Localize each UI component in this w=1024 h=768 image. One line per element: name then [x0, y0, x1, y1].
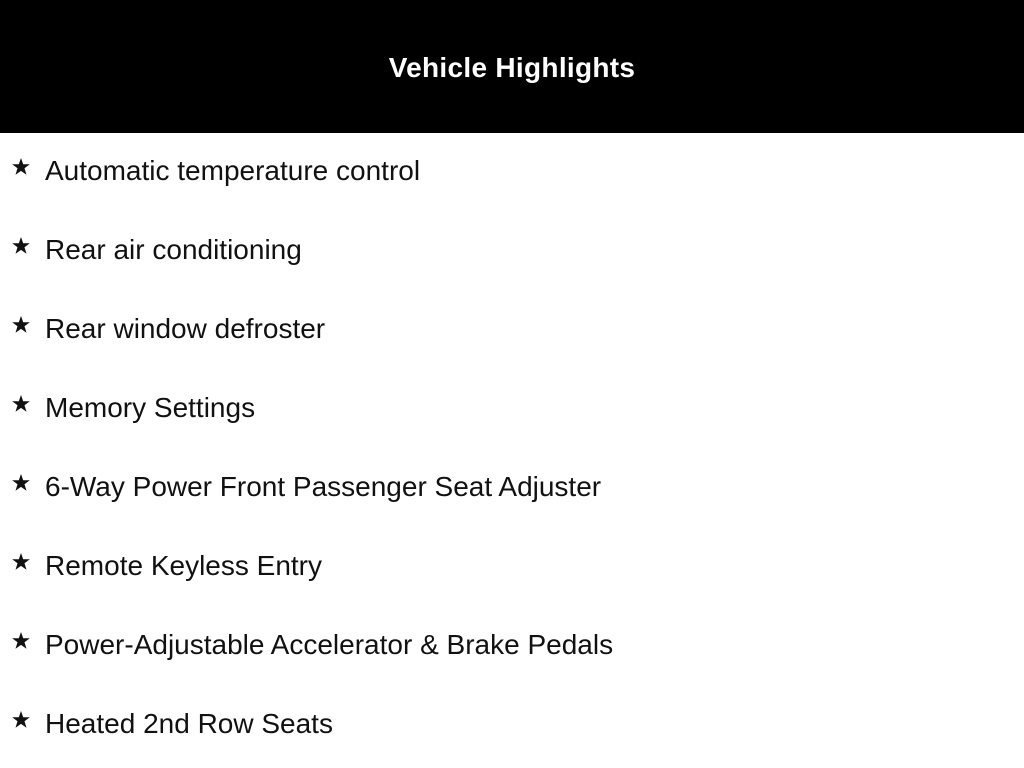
- star-icon: [11, 315, 31, 335]
- list-item-label: Memory Settings: [45, 392, 256, 423]
- list-item: [0, 607, 1024, 686]
- list-item: [0, 528, 1024, 607]
- list-item-label: Rear window defroster: [45, 313, 326, 344]
- star-icon: [11, 157, 31, 177]
- star-icon: [11, 394, 31, 414]
- list-item: [0, 686, 1024, 765]
- list-item: [0, 212, 1024, 291]
- list-item-label: Heated 2nd Row Seats: [45, 708, 333, 739]
- list-item-label: Automatic temperature control: [45, 155, 421, 186]
- star-icon: [11, 552, 31, 572]
- star-icon: [11, 631, 31, 651]
- list-item: [0, 449, 1024, 528]
- list-item-label: Remote Keyless Entry: [45, 550, 322, 581]
- star-icon: [11, 236, 31, 256]
- list-item-label: Power-Adjustable Accelerator & Brake Pedals: [45, 629, 614, 660]
- header-banner: [0, 0, 1024, 133]
- star-icon: [11, 473, 31, 493]
- star-icon: [11, 710, 31, 730]
- highlights-list: [0, 133, 1024, 765]
- page-title: Vehicle Highlights: [388, 51, 636, 83]
- list-item-label: 6-Way Power Front Passenger Seat Adjuster: [45, 471, 602, 502]
- list-item: [0, 370, 1024, 449]
- list-item: [0, 291, 1024, 370]
- list-item: [0, 133, 1024, 212]
- list-item-label: Rear air conditioning: [45, 234, 302, 265]
